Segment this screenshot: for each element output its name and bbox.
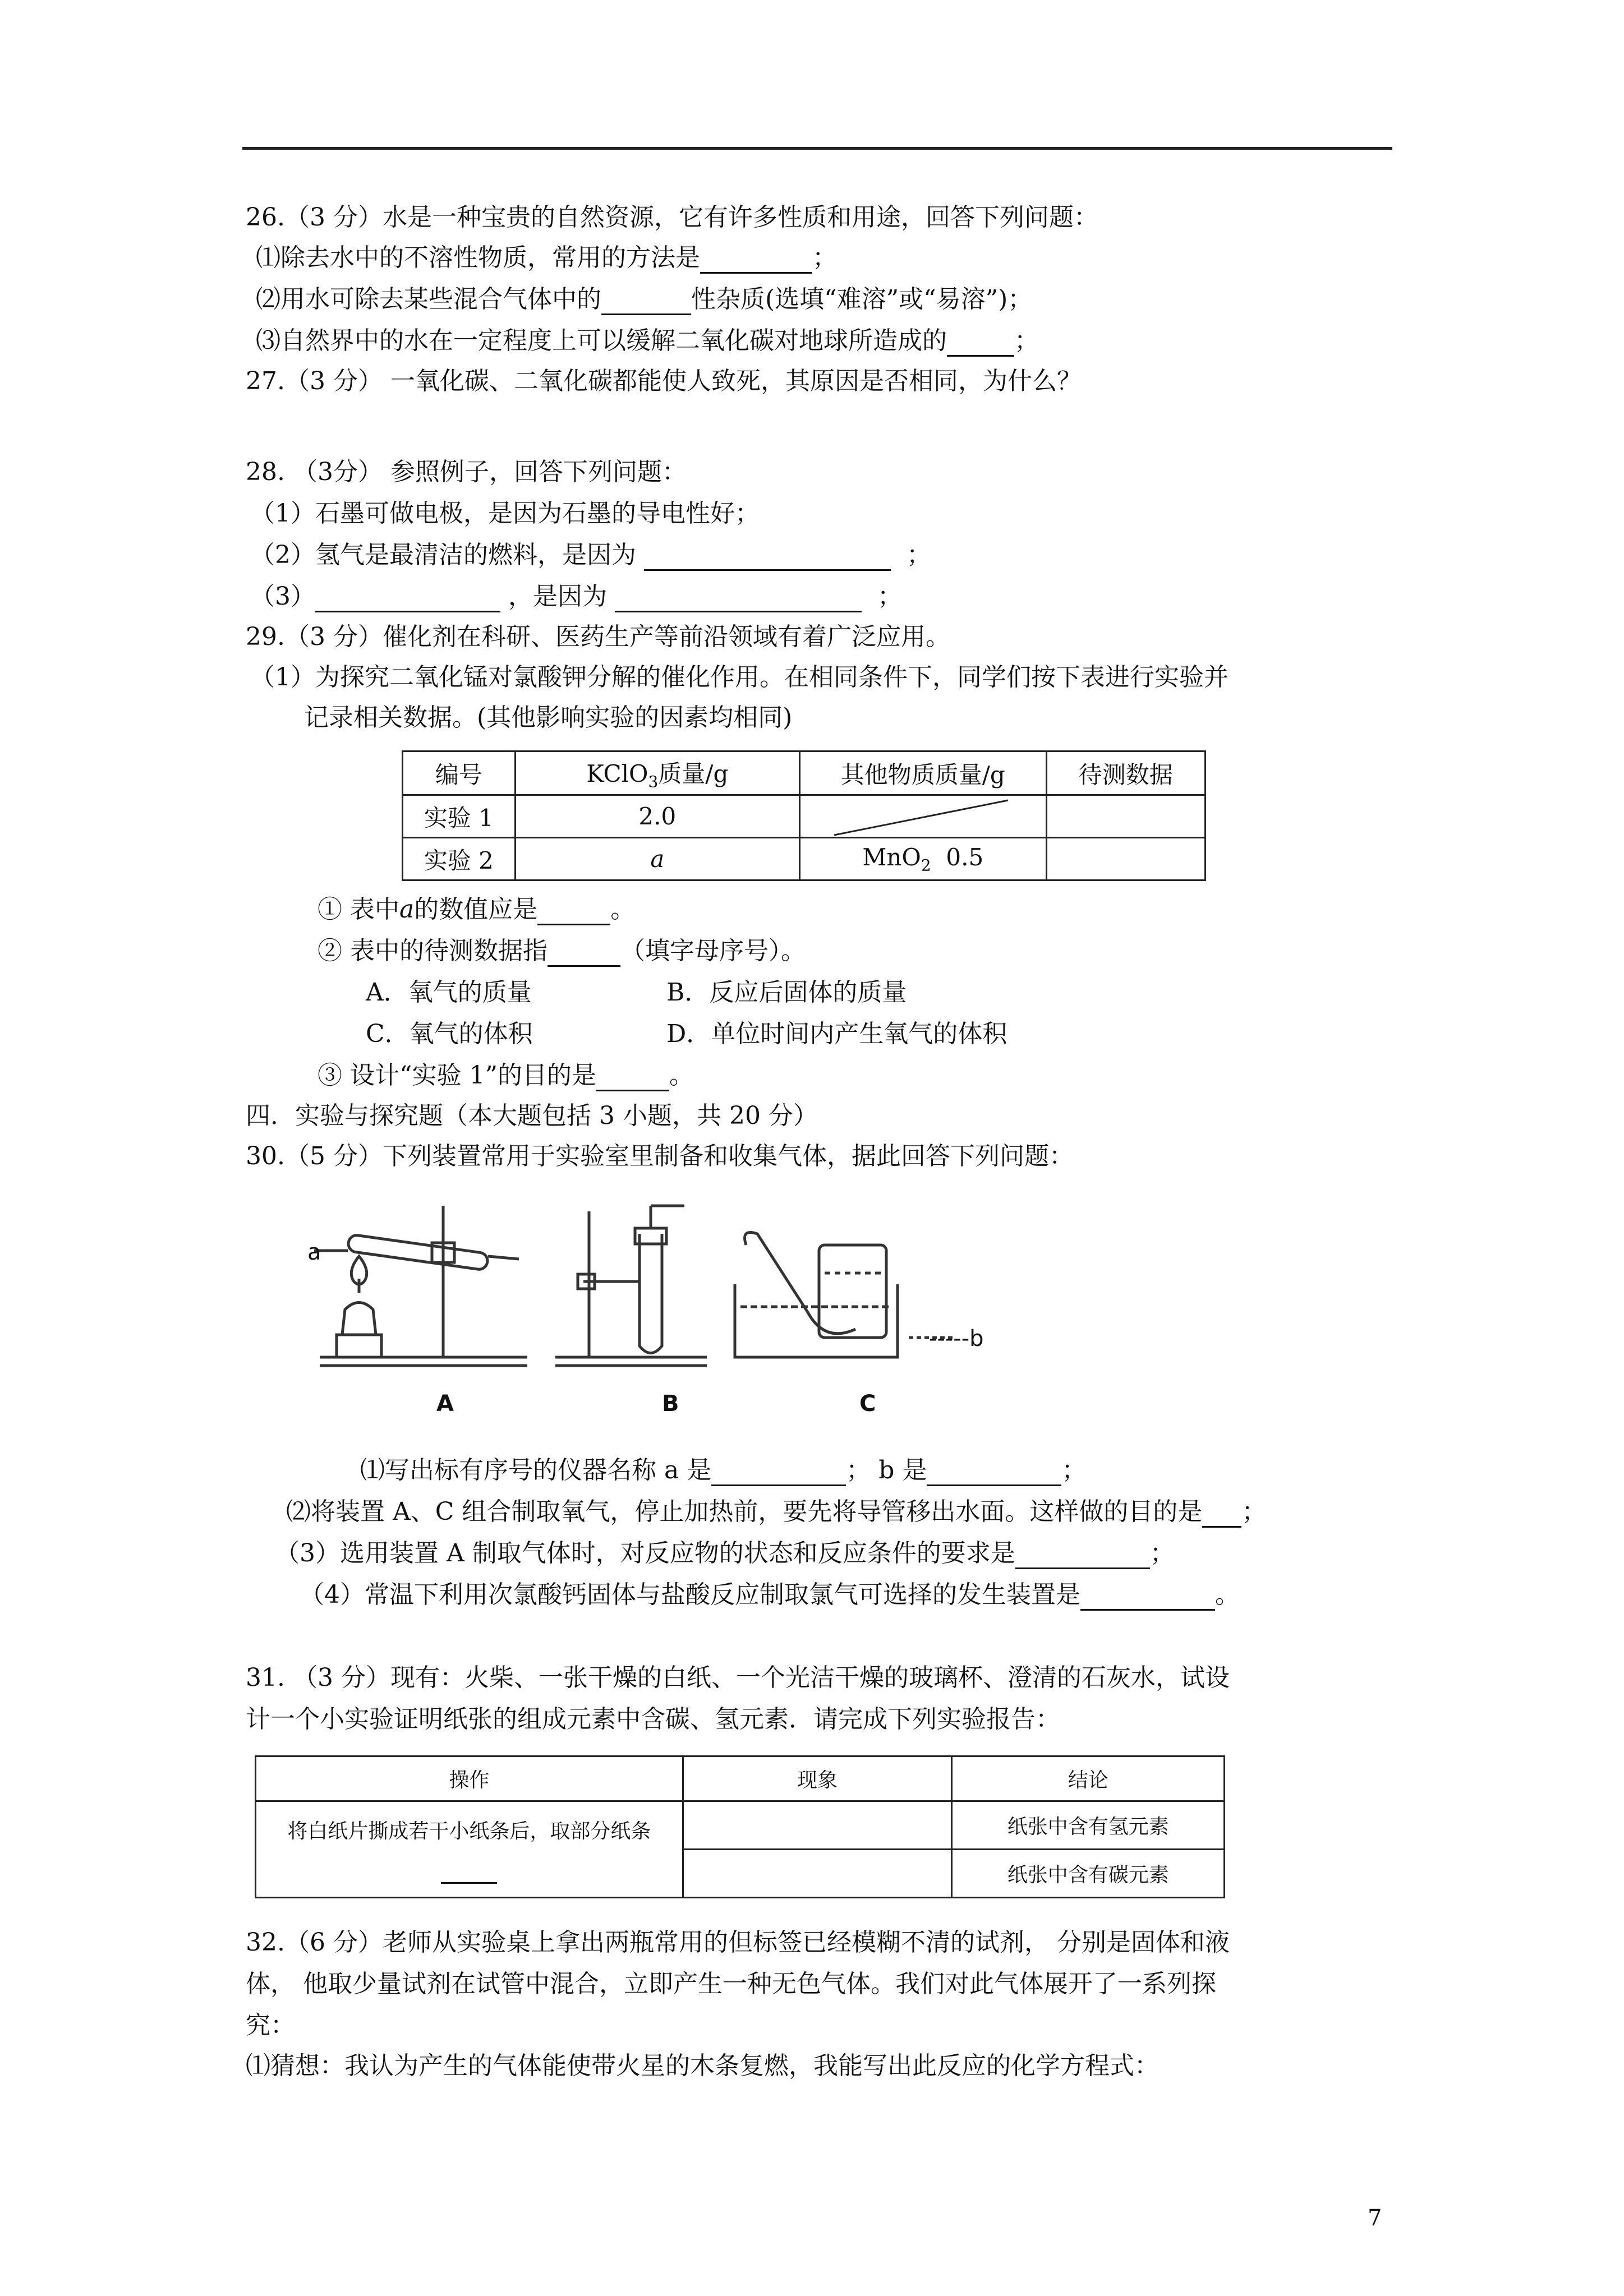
q32-line3: 究： [246, 2011, 295, 2040]
answer-blank[interactable] [927, 1462, 1061, 1486]
report-table [255, 1755, 1225, 1898]
label-C: C [859, 1391, 876, 1417]
page-number: 7 [1368, 2205, 1382, 2231]
table-header: KClO$_3$质量/g [515, 751, 799, 795]
answer-blank[interactable] [601, 291, 691, 315]
q29-stem: 29.（3 分）催化剂在科研、医药生产等前沿领域有着广泛应用。 [246, 623, 950, 651]
q29-sub3: ③ 设计“实验 1”的目的是 。 [318, 1060, 694, 1091]
answer-blank[interactable] [615, 588, 862, 612]
q28-part1: （1）石墨可做电极，是因为石墨的导电性好； [250, 499, 760, 528]
answer-blank[interactable] [947, 333, 1014, 357]
q29-part1-line2: 记录相关数据。(其他影响实验的因素均相同) [304, 703, 793, 732]
q29-sub2: ② 表中的待测数据指 （填字母序号）。 [318, 935, 806, 967]
q29-option-c: C．氧气的体积 [366, 1020, 533, 1048]
label-b: -----b [929, 1326, 984, 1352]
header-rule [242, 147, 1392, 150]
answer-blank[interactable] [1202, 1504, 1241, 1528]
table-cell[interactable] [683, 1801, 952, 1850]
table-cell-operation: 将白纸片撕成若干小纸条后，取部分纸条 [256, 1801, 683, 1898]
q30-part2: ⑵将装置 A、C 组合制取氧气，停止加热前，要先将导管移出水面。这样做的目的是 ； [286, 1496, 1266, 1528]
label-a: a [307, 1239, 321, 1265]
answer-blank[interactable] [1080, 1587, 1215, 1611]
experiment-table [402, 750, 1206, 881]
answer-blank[interactable] [537, 901, 610, 925]
q28-stem: 28. （3分） 参照例子，回答下列问题： [246, 458, 687, 486]
q28-part3: （3） ，是因为 ； [250, 581, 902, 612]
q29-option-a: A．氧气的质量 [366, 978, 532, 1007]
table-cell: 纸张中含有氢元素 [952, 1801, 1225, 1850]
lab-apparatus-figure [303, 1195, 1010, 1430]
q30-stem: 30.（5 分）下列装置常用于实验室里制备和收集气体，据此回答下列问题： [246, 1142, 1074, 1170]
table-cell: 2.0 [515, 795, 799, 838]
answer-blank[interactable] [711, 1462, 846, 1486]
q28-part2: （2）氢气是最清洁的燃料，是因为 ； [250, 540, 931, 571]
table-header: 结论 [952, 1756, 1225, 1801]
apparatus-c-drawing [735, 1233, 954, 1358]
table-cell[interactable] [683, 1850, 952, 1898]
q32-line2: 体， 他取少量试剂在试管中混合，立即产生一种无色气体。我们对此气体展开了一系列探 [246, 1970, 1216, 1998]
q27-stem: 27.（3 分） 一氧化碳、二氧化碳都能使人致死，其原因是否相同，为什么？ [246, 367, 1082, 395]
q29-part1-line1: （1）为探究二氧化锰对氯酸钾分解的催化作用。在相同条件下，同学们按下表进行实验并 [250, 663, 1229, 691]
q31-line1: 31. （3 分）现有：火柴、一张干燥的白纸、一个光洁干燥的玻璃杯、澄清的石灰水，试设 [246, 1663, 1230, 1692]
answer-blank[interactable] [548, 943, 620, 967]
table-header: 操作 [256, 1756, 683, 1801]
answer-blank[interactable] [1015, 1545, 1150, 1569]
table-header: 现象 [683, 1756, 952, 1801]
q30-part3: （3）选用装置 A 制取气体时，对反应物的状态和反应条件的要求是 ； [275, 1538, 1175, 1569]
table-cell-slashed [799, 795, 1046, 838]
table-cell: 实验 2 [403, 838, 516, 880]
table-header: 编号 [403, 751, 516, 795]
table-cell [1046, 838, 1205, 880]
label-B: B [662, 1391, 679, 1417]
q31-line2: 计一个小实验证明纸张的组成元素中含碳、氢元素．请完成下列实验报告： [246, 1705, 1060, 1733]
apparatus-a-drawing [314, 1206, 527, 1366]
table-cell: 纸张中含有碳元素 [952, 1850, 1225, 1898]
q32-line1: 32.（6 分）老师从实验桌上拿出两瓶常用的但标签已经模糊不清的试剂， 分别是固体和液 [246, 1928, 1230, 1957]
section-title: 四．实验与探究题（本大题包括 3 小题，共 20 分） [246, 1101, 818, 1130]
apparatus-b-drawing [555, 1206, 707, 1366]
q26-part3: ⑶自然界中的水在一定程度上可以缓解二氧化碳对地球所造成的 ； [256, 325, 1039, 357]
answer-blank[interactable] [644, 547, 891, 571]
q26-part2: ⑵用水可除去某些混合气体中的 性杂质(选填“难溶”或“易溶”)； [256, 284, 1032, 315]
q29-option-b: B．反应后固体的质量 [666, 978, 907, 1007]
table-header: 待测数据 [1046, 751, 1205, 795]
table-cell [1046, 795, 1205, 838]
answer-blank[interactable] [596, 1067, 669, 1091]
q32-line4: ⑴猜想：我认为产生的气体能使带火星的木条复燃，我能写出此反应的化学方程式： [246, 2051, 1159, 2080]
q29-sub1: ① 表中a的数值应是 。 [318, 894, 635, 925]
diagonal-slash-icon [801, 796, 1047, 838]
answer-blank[interactable] [700, 250, 812, 274]
table-header: 其他物质质量/g [799, 751, 1046, 795]
table-cell: a [515, 838, 799, 880]
q30-part4: （4）常温下利用次氯酸钙固体与盐酸反应制取氯气可选择的发生装置是 。 [300, 1579, 1240, 1611]
table-cell: 实验 1 [403, 795, 516, 838]
answer-blank[interactable] [441, 1877, 497, 1884]
q26-stem: 26.（3 分）水是一种宝贵的自然资源，它有许多性质和用途，回答下列问题： [246, 203, 1098, 232]
label-A: A [436, 1391, 454, 1417]
q29-option-d: D．单位时间内产生氧气的体积 [666, 1020, 1007, 1048]
answer-blank[interactable] [315, 588, 500, 612]
q30-part1: ⑴写出标有序号的仪器名称 a 是 ； b 是 ； [360, 1455, 1086, 1486]
table-cell: MnO$_2$ 0.5 [799, 838, 1046, 880]
q26-part1: ⑴除去水中的不溶性物质，常用的方法是 ； [256, 242, 837, 274]
